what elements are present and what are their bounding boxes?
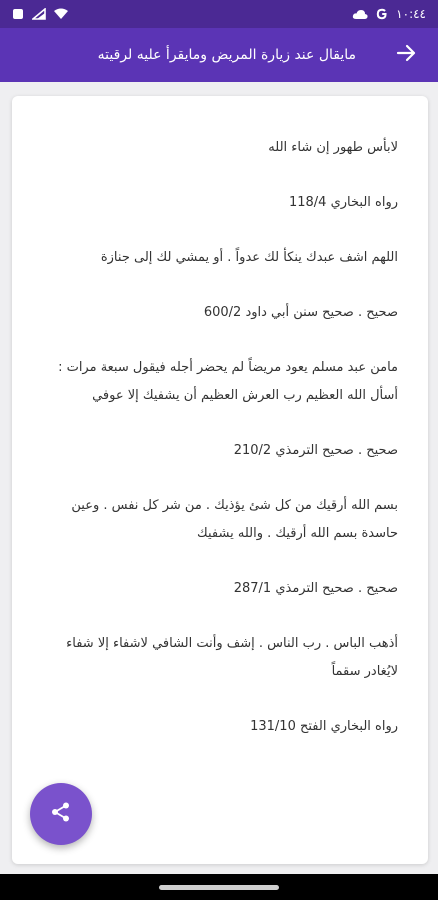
share-button[interactable] (30, 783, 92, 845)
share-icon (50, 801, 72, 827)
dua-source: صحيح . صحيح سنن أبي داود 600/2 (203, 305, 398, 320)
wifi-icon (54, 8, 68, 20)
system-nav-bar (0, 874, 438, 900)
notification-icon (12, 8, 24, 20)
dua-source: صحيح . صحيح الترمذي 287/1 (233, 581, 398, 596)
back-button[interactable] (386, 35, 426, 75)
dua-source: صحيح . صحيح الترمذي 210/2 (233, 443, 398, 458)
status-bar (0, 0, 438, 28)
status-left (12, 8, 68, 20)
dua-source: رواه البخاري 118/4 (288, 195, 398, 210)
dua-text: لابأس طهور إن شاء الله (268, 140, 398, 155)
app-bar (0, 28, 438, 82)
google-icon (376, 8, 388, 20)
status-right (352, 7, 426, 21)
dua-text: أذهب الباس . رب الناس . إشف وأنت الشافي لاشفاء إلا شفاء لايُغادر سقماً (66, 636, 398, 679)
content-card (12, 96, 428, 864)
status-time: ١٠:٤٤ (396, 7, 426, 21)
home-gesture-handle[interactable] (159, 885, 279, 890)
arrow-back-icon (396, 43, 416, 67)
dua-text: مامن عبد مسلم يعود مريضاً لم يحضر أجله فيقول سبعة مرات : أسأل الله العظيم رب العرش العظيم أن يشفيك إلا عوفي (58, 360, 398, 403)
cloud-icon (352, 9, 368, 20)
dua-source: رواه البخاري الفتح 131/10 (250, 719, 398, 734)
dua-text: اللهم اشف عبدك ينكأ لك عدواً . أو يمشي لك إلى جنازة (100, 250, 398, 265)
dua-text: بسم الله أرقيك من كل شئ يؤذيك . من شر كل نفس . وعين حاسدة بسم الله أرقيك . والله يشفيك (71, 498, 398, 541)
signal-icon (32, 8, 46, 20)
page-title: مايقال عند زيارة المريض ومايقرأ عليه لرقيته (97, 47, 356, 63)
